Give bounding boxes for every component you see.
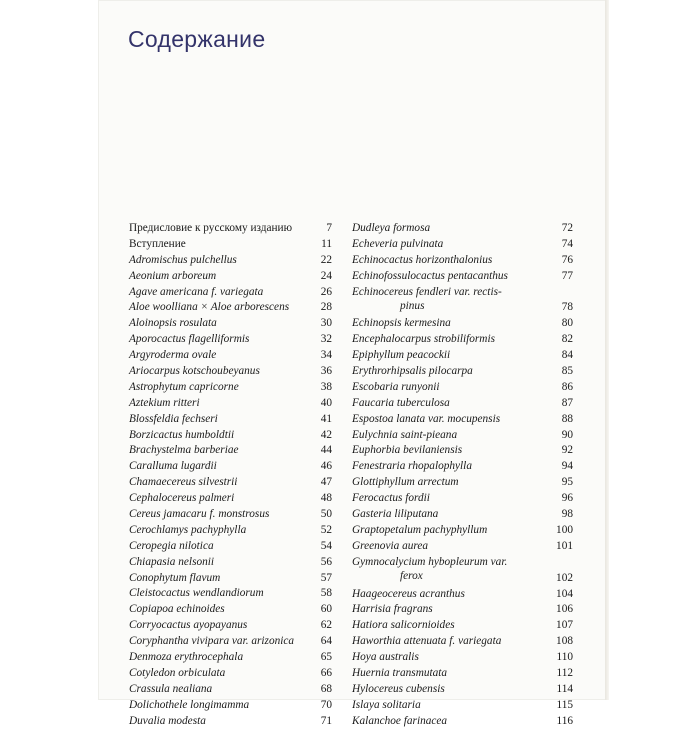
toc-entry-title-text: Graptopetalum pachyphyllum	[352, 523, 488, 536]
toc-entry	[129, 348, 332, 364]
toc-entry-page-number: 66	[320, 666, 332, 679]
toc-entry-title	[352, 491, 434, 505]
toc-entry-title-text: Blossfeldia fechseri	[129, 412, 218, 425]
toc-entry-title-text: Fenestraria rhopalophylla	[352, 460, 472, 473]
toc-entry-page-number: 47	[320, 476, 332, 489]
toc-entry	[352, 650, 573, 666]
toc-entry	[129, 650, 332, 666]
toc-entry-title	[352, 555, 511, 583]
toc-entry-title-text: Islaya solitaria	[352, 698, 421, 711]
toc-column-left	[129, 221, 332, 730]
toc-entry	[129, 698, 332, 714]
toc-entry-page-number: 94	[561, 460, 573, 473]
toc-entry-title	[352, 285, 506, 313]
toc-entry-title	[129, 412, 222, 426]
toc-entry-page-number: 48	[320, 492, 332, 505]
toc-entry	[129, 412, 332, 428]
toc-entry-title	[129, 555, 218, 569]
toc-entry-title	[129, 586, 268, 600]
toc-entry-page-number: 108	[556, 635, 573, 648]
toc-entry-page-number: 57	[320, 571, 332, 584]
toc-entry-page-number: 95	[561, 476, 573, 489]
toc-entry-title	[129, 428, 238, 442]
toc-entry-title	[352, 332, 499, 346]
toc-entry-page-number: 11	[321, 237, 332, 250]
toc-entry-page-number: 28	[320, 301, 332, 314]
toc-entry-title	[129, 285, 267, 299]
toc-entry-title	[129, 507, 273, 521]
toc-entry-page-number: 85	[561, 365, 573, 378]
toc-entry	[129, 602, 332, 618]
toc-entry	[352, 221, 573, 237]
toc-entry-title-text: Astrophytum capricorne	[129, 380, 239, 393]
toc-entry-title-text: Caralluma lugardii	[129, 460, 217, 473]
toc-entry-title-text: Greenovia aurea	[352, 539, 429, 552]
toc-entry-page-number: 44	[320, 444, 332, 457]
toc-entry-page-number: 77	[561, 269, 573, 282]
toc-entry-page-number: 64	[320, 635, 332, 648]
toc-entry-page-number: 100	[556, 523, 573, 536]
toc-entry-title-text: Coryphantha vivipara var. arizonica	[129, 635, 295, 648]
toc-entry-title-text: Echinofossulocactus pentacanthus	[352, 269, 508, 282]
toc-entry-page-number: 60	[320, 603, 332, 616]
toc-entry-title	[129, 396, 204, 410]
toc-entry-page-number: 87	[561, 396, 573, 409]
toc-entry-title	[129, 634, 298, 648]
toc-entry-page-number: 41	[320, 412, 332, 425]
toc-entry	[129, 237, 332, 253]
toc-entry-page-number: 52	[320, 523, 332, 536]
toc-entry	[129, 571, 332, 587]
toc-entry-title	[352, 412, 504, 426]
toc-entry-title	[352, 269, 512, 283]
toc-entry-page-number: 115	[556, 698, 573, 711]
toc-entry-page-number: 102	[556, 571, 573, 584]
toc-entry-title	[129, 332, 253, 346]
toc-entry-title-text: Gymnocalycium hybopleurum var.	[352, 555, 508, 568]
toc-entry-title	[129, 714, 210, 728]
toc-entry-title-text: Espostoa lanata var. mocupensis	[352, 412, 501, 425]
toc-entry	[352, 332, 573, 348]
toc-entry-title	[129, 602, 229, 616]
toc-entry	[129, 507, 332, 523]
toc-entry-title-text: Dudleya formosa	[352, 222, 431, 234]
toc-entry-page-number: 22	[320, 253, 332, 266]
toc-entry	[352, 316, 573, 332]
toc-entry-page-number: 30	[320, 317, 332, 330]
toc-entry-page-number: 78	[561, 301, 573, 314]
toc-entry	[129, 634, 332, 650]
toc-entry-title	[352, 253, 496, 267]
toc-entry-title	[129, 253, 241, 267]
toc-entry-page-number: 56	[320, 555, 332, 568]
toc-entry-title	[352, 714, 451, 728]
toc-entry-page-number: 104	[556, 587, 573, 600]
toc-entry-page-number: 110	[556, 651, 573, 664]
toc-entry-title-text: Copiapoa echinoides	[129, 603, 225, 616]
toc-entry	[352, 666, 573, 682]
toc-entry-page-number: 58	[320, 587, 332, 600]
toc-entry-title-text: Eulychnia saint-pieana	[352, 428, 458, 441]
toc-entry-title-text: Cleistocactus wendlandiorum	[129, 587, 264, 600]
toc-entry	[352, 602, 573, 618]
toc-entry	[352, 269, 573, 285]
toc-entry-title	[352, 602, 437, 616]
toc-entry	[129, 396, 332, 412]
toc-entry	[129, 459, 332, 475]
toc-entry	[352, 253, 573, 269]
toc-entry-title-text: Conophytum flavum	[129, 571, 221, 584]
toc-entry-title	[352, 443, 466, 457]
toc-entry-title	[352, 459, 476, 473]
toc-entry-title-text: Brachystelma barberiae	[129, 444, 239, 457]
toc-entry-title	[352, 634, 505, 648]
toc-entry-title-text: Aztekium ritteri	[129, 396, 200, 409]
toc-entry-title-text: Aloinopsis rosulata	[129, 317, 217, 330]
toc-entry-title-text: Agave americana f. variegata	[129, 285, 264, 298]
toc-entry-title	[352, 475, 463, 489]
toc-entry-title	[352, 682, 449, 696]
toc-entry-title-text: Chiapasia nelsonii	[129, 555, 215, 568]
toc-entry	[352, 555, 573, 587]
toc-entry-page-number: 54	[320, 539, 332, 552]
toc-entry-page-number: 106	[556, 603, 573, 616]
toc-entry-title	[352, 380, 444, 394]
toc-entry-title-text: Ariocarpus kotschoubeyanus	[129, 365, 260, 378]
toc-entry	[352, 634, 573, 650]
toc-entry	[129, 428, 332, 444]
toc-entry-title	[129, 571, 224, 585]
toc-entry	[352, 523, 573, 539]
toc-entry-title-text: Epiphyllum peacockii	[352, 349, 451, 362]
toc-entry	[352, 428, 573, 444]
toc-entry	[129, 523, 332, 539]
toc-entry	[352, 714, 573, 730]
toc-entry-title-text: Chamaecereus silvestrii	[129, 476, 238, 489]
toc-entry-title	[129, 443, 243, 457]
toc-entry-page-number: 82	[561, 333, 573, 346]
toc-entry-title-text: Argyroderma ovale	[129, 349, 217, 362]
toc-entry-page-number: 92	[561, 444, 573, 457]
toc-entry	[129, 253, 332, 269]
toc-entry	[352, 380, 573, 396]
toc-entry-title-text: Gasteria liliputana	[352, 508, 439, 521]
toc-entry-title-text: Huernia transmutata	[352, 666, 448, 679]
toc-entry-title-text: Harrisia fragrans	[352, 603, 433, 616]
toc-entry	[129, 491, 332, 507]
toc-entry-title-text: Escobaria runyonii	[352, 380, 440, 393]
toc-entry-page-number: 86	[561, 380, 573, 393]
page-title: Содержание	[128, 26, 266, 52]
toc-entry-title	[129, 491, 238, 505]
toc-entry-title-text: Adromischus pulchellus	[129, 253, 237, 266]
toc-entry-page-number: 116	[556, 714, 573, 727]
toc-entry	[129, 300, 332, 316]
toc-entry	[129, 475, 332, 491]
toc-entry-title-text: Aloe woolliana × Aloe arborescens	[129, 301, 290, 314]
toc-entry	[352, 348, 573, 364]
toc-entry-title-text: Ferocactus fordii	[352, 492, 430, 505]
toc-entry-title-text: Kalanchoe farinacea	[352, 714, 448, 727]
toc-entry-page-number: 24	[320, 269, 332, 282]
toc-entry-title-text: Erythrorhipsalis pilocarpa	[352, 365, 473, 378]
toc-entry-page-number: 72	[561, 222, 573, 234]
toc-entry-title	[352, 507, 442, 521]
toc-entry-title	[352, 666, 451, 680]
toc-entry	[352, 618, 573, 634]
toc-entry	[352, 587, 573, 603]
toc-entry-page-number: 84	[561, 349, 573, 362]
toc-entry	[352, 237, 573, 253]
toc-entry-title-text: Glottiphyllum arrectum	[352, 476, 459, 489]
toc-entry-page-number: 112	[556, 666, 573, 679]
toc-entry-title	[129, 237, 190, 251]
toc-entry-title	[129, 618, 251, 632]
toc-entry-page-number: 62	[320, 619, 332, 632]
toc-entry-title	[129, 316, 221, 330]
toc-entry-title-text: Euphorbia bevilaniensis	[352, 444, 463, 457]
toc-entry-title	[129, 221, 296, 235]
toc-entry-title-text: Haworthia attenuata f. variegata	[352, 635, 502, 648]
toc-entry-title	[352, 587, 469, 601]
toc-entry-title-text: Cereus jamacaru f. monstrosus	[129, 508, 270, 521]
toc-entry	[129, 380, 332, 396]
toc-entry-title-text: Cerochlamys pachyphylla	[129, 523, 247, 536]
toc-entry	[129, 285, 332, 301]
page-gutter	[605, 0, 609, 700]
toc-entry-title-text: Hoya australis	[352, 651, 419, 664]
toc-entry-title	[129, 539, 218, 553]
toc-entry-title-text: Haageocereus acranthus	[352, 587, 465, 600]
toc-entry-title-text: Dolichothele longimamma	[129, 698, 250, 711]
toc-entry-title	[352, 618, 459, 632]
toc-entry	[129, 666, 332, 682]
toc-entry-page-number: 32	[320, 333, 332, 346]
toc-entry-title	[129, 666, 229, 680]
toc-entry	[129, 316, 332, 332]
toc-entry-page-number: 88	[561, 412, 573, 425]
toc-entry-page-number: 107	[556, 619, 573, 632]
toc-entry	[352, 491, 573, 507]
toc-entry-page-number: 96	[561, 492, 573, 505]
toc-entry-title	[129, 523, 250, 537]
toc-entry	[352, 364, 573, 380]
toc-entry	[352, 475, 573, 491]
toc-entry-title	[352, 348, 454, 362]
toc-entry-title	[352, 364, 477, 378]
toc-entry	[352, 285, 573, 317]
toc-entry-title-text: Вступление	[129, 237, 186, 250]
toc-entry-page-number: 68	[320, 682, 332, 695]
toc-entry-page-number: 70	[320, 698, 332, 711]
toc-entry-title-text: Предисловие к русскому изданию	[129, 222, 293, 234]
toc-entry-title-text: Denmoza erythrocephala	[129, 651, 244, 664]
toc-entry	[129, 539, 332, 555]
toc-entry-title	[352, 539, 432, 553]
toc-entry-title-text: Borzicactus humboldtii	[129, 428, 235, 441]
toc-entry	[129, 555, 332, 571]
toc-entry-page-number: 74	[561, 237, 573, 250]
toc-entry	[352, 507, 573, 523]
toc-entry	[352, 539, 573, 555]
toc-entry-title	[129, 682, 216, 696]
toc-entry-title	[352, 650, 423, 664]
toc-entry-page-number: 80	[561, 317, 573, 330]
toc-entry-title	[129, 380, 243, 394]
toc-entry-title-text: Echinopsis kermesina	[352, 317, 451, 330]
toc-entry-title	[129, 300, 293, 314]
toc-entry	[352, 698, 573, 714]
toc-entry	[129, 269, 332, 285]
toc-entry-page-number: 76	[561, 253, 573, 266]
toc-entry	[352, 443, 573, 459]
toc-entry-title-text: Encephalocarpus strobiliformis	[352, 333, 495, 346]
toc-entry-title-text: Ceropegia nilotica	[129, 539, 214, 552]
toc-entry-page-number: 46	[320, 460, 332, 473]
toc-entry-title-continuation: ferox	[400, 569, 423, 582]
toc-entry-title-text: Echinocereus fendleri var. rectis-	[352, 285, 502, 298]
toc-entry-page-number: 36	[320, 365, 332, 378]
toc-entry-page-number: 7	[326, 222, 332, 234]
toc-entry-title	[352, 523, 491, 537]
toc-entry-page-number: 65	[320, 651, 332, 664]
toc-entry	[129, 221, 332, 237]
toc-entry	[129, 364, 332, 380]
toc-entry-title-text: Crassula nealiana	[129, 682, 213, 695]
toc-entry-title	[352, 237, 447, 251]
toc-entry-page-number: 71	[320, 714, 332, 727]
toc-entry	[129, 682, 332, 698]
toc-entry-title	[129, 364, 264, 378]
toc-entry	[352, 682, 573, 698]
toc-entry-title-text: Aeonium arboreum	[129, 269, 217, 282]
toc-entry-title-text: Duvalia modesta	[129, 714, 206, 727]
toc-entry-title-text: Faucaria tuberculosa	[352, 396, 450, 409]
toc-entry-title	[352, 316, 455, 330]
toc-entry-title	[352, 428, 461, 442]
toc-entry	[129, 443, 332, 459]
toc-entry-title-text: Cephalocereus palmeri	[129, 492, 235, 505]
toc-entry-title-text: Echeveria pulvinata	[352, 237, 444, 250]
toc-entry-title	[352, 396, 454, 410]
toc-entry-title	[129, 650, 247, 664]
toc-entry-title	[129, 475, 241, 489]
toc-entry-page-number: 50	[320, 508, 332, 521]
toc-entry-page-number: 98	[561, 508, 573, 521]
toc-entry-title-text: Echinocactus horizonthalonius	[352, 253, 493, 266]
toc-column-right	[352, 221, 573, 730]
toc-entry-title	[129, 269, 220, 283]
toc-entry	[129, 714, 332, 730]
toc-entry	[129, 332, 332, 348]
toc-entry-title-text: Cotyledon orbiculata	[129, 666, 226, 679]
toc-entry	[352, 412, 573, 428]
toc-entry	[352, 459, 573, 475]
toc-entry-page-number: 40	[320, 396, 332, 409]
toc-entry-title-text: Hylocereus cubensis	[352, 682, 445, 695]
toc-entry	[352, 396, 573, 412]
toc-entry-page-number: 34	[320, 349, 332, 362]
toc-entry-title-text: Corryocactus ayopayanus	[129, 619, 248, 632]
toc-entry-title-text: Hatiora salicornioides	[352, 619, 455, 632]
toc-entry-page-number: 38	[320, 380, 332, 393]
toc-entry-title	[129, 348, 220, 362]
toc-entry-title	[352, 221, 434, 235]
toc-entry-title	[129, 459, 221, 473]
toc-entry-page-number: 26	[320, 285, 332, 298]
toc-entry-title-continuation: pinus	[400, 299, 425, 312]
toc-entry-page-number: 42	[320, 428, 332, 441]
toc-entry-page-number: 114	[556, 682, 573, 695]
toc-entry-page-number: 101	[556, 539, 573, 552]
toc-entry-title-text: Aporocactus flagelliformis	[129, 333, 250, 346]
toc-entry-page-number: 90	[561, 428, 573, 441]
toc-entry	[129, 586, 332, 602]
toc-entry	[129, 618, 332, 634]
